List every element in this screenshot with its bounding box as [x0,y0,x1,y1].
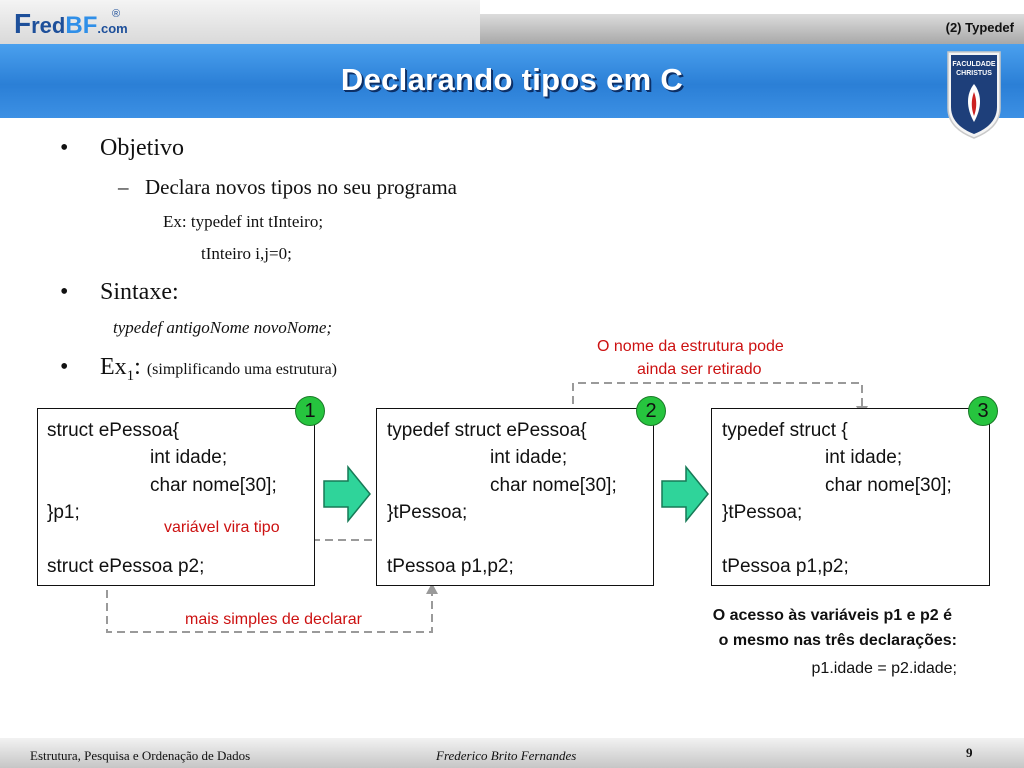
example-line-2: tInteiro i,j=0; [201,244,292,263]
bullet-sintaxe: Sintaxe: [100,279,179,305]
note-remove-name-line2: ainda ser retirado [637,361,762,378]
sintaxe-line: typedef antigoNome novoNome; [113,318,333,337]
code-box-1 [37,408,315,586]
access-note-line1: O acesso às variáveis p1 e p2 é [712,607,952,624]
bullet-marker: • [60,279,69,305]
ex1-note: (simplificando uma estrutura) [146,361,338,378]
code-line: struct ePessoa p2; [47,556,205,577]
registered-mark: ® [112,8,121,20]
code-line: char nome[30]; [825,475,952,496]
code-line: char nome[30]; [150,475,277,496]
fredbf-logo: FredBF.com [14,8,128,39]
code-line: typedef struct { [722,420,848,441]
bullet-ex1: $Ex_1$: (simplificando uma estrutura) [100,354,338,384]
note-remove-name-line1: O nome da estrutura pode [597,338,784,355]
code-line: }tPessoa; [722,502,803,523]
footer-author: Frederico Brito Fernandes [436,748,577,763]
right-arrow-icon [660,465,710,523]
code-line: struct ePessoa{ [47,420,180,441]
step-badge-1: 1 [295,396,325,426]
code-line: char nome[30]; [490,475,617,496]
page-number: 9 [966,745,973,760]
bullet-marker: • [60,354,69,380]
right-arrow-icon [322,465,372,523]
code-line: typedef struct ePessoa{ [387,420,587,441]
section-tag: (2) Typedef [945,20,1014,35]
code-line: int idade; [825,447,903,468]
code-line: }p1; [47,502,80,523]
step-badge-2: 2 [636,396,666,426]
code-line: int idade; [150,447,228,468]
code-line: int idade; [490,447,568,468]
shield-text-2: CHRISTUS [956,70,992,77]
example-line-1: Ex: typedef int tInteiro; [163,212,324,231]
access-note-line3: p1.idade = p2.idade; [811,660,957,677]
bullet-marker: • [60,135,69,161]
slide-title: Declarando tipos em C [340,62,684,97]
access-note-line2: o mesmo nas três declarações: [718,632,957,649]
dash-marker: – [118,175,129,199]
code-box-3 [711,408,990,586]
note-simpler-declare: mais simples de declarar [185,611,362,628]
step-badge-3: 3 [968,396,998,426]
code-box-2 [376,408,654,586]
note-var-becomes-type: variável vira tipo [164,519,280,536]
code-line: tPessoa p1,p2; [387,556,514,577]
objetivo-subitem: Declara novos tipos no seu programa [145,175,457,199]
code-line: }tPessoa; [387,502,468,523]
code-line: tPessoa p1,p2; [722,556,849,577]
shield-text-1: FACULDADE [952,61,996,68]
bullet-objetivo: Objetivo [100,135,184,161]
footer-course: Estrutura, Pesquisa e Ordenação de Dados [30,748,251,763]
